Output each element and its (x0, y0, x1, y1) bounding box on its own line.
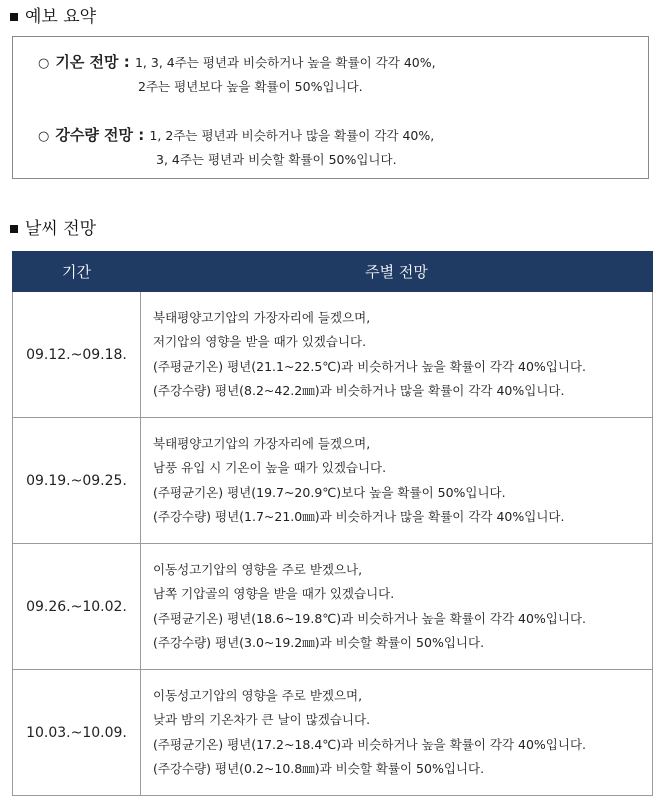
outlook-line: 이동성고기압의 영향을 주로 받겠으며, (153, 687, 363, 703)
period-cell: 09.26.~10.02. (13, 544, 141, 670)
forecast-summary-heading (10, 6, 96, 28)
temperature-outlook-label: 기온 전망 (55, 53, 119, 71)
precipitation-outlook-line2: 3, 4주는 평년과 비슷할 확률이 50%입니다. (156, 152, 397, 167)
outlook-cell (141, 292, 653, 418)
table-row (13, 670, 653, 796)
weekly-outlook-table (12, 251, 653, 796)
outlook-line: 낮과 밤의 기온차가 큰 날이 많겠습니다. (153, 712, 371, 727)
outlook-line: (주강수량) 평년(3.0~19.2㎜)과 비슷할 확률이 50%입니다. (153, 635, 485, 650)
outlook-line: 북태평양고기압의 가장자리에 들겠으며, (153, 309, 371, 325)
forecast-summary-title: 예보 요약 (25, 7, 97, 27)
outlook-line: (주평균기온) 평년(19.7~20.9℃)보다 높을 확률이 50%입니다. (153, 484, 506, 500)
table-row (13, 292, 653, 418)
weather-outlook-title: 날씨 전망 (25, 219, 97, 239)
outlook-line: 북태평양고기압의 가장자리에 들겠으며, (153, 435, 371, 451)
outlook-cell (141, 544, 653, 670)
precipitation-outlook (38, 124, 434, 145)
temperature-outlook (38, 51, 436, 72)
outlook-line: (주강수량) 평년(8.2~42.2㎜)과 비슷하거나 많을 확률이 각각 40%입니다. (153, 383, 565, 398)
outlook-line: (주평균기온) 평년(17.2~18.4℃)과 비슷하거나 높을 확률이 각각 40%입니다. (153, 736, 587, 752)
period-cell: 09.19.~09.25. (13, 418, 141, 544)
precipitation-outlook-line1: 1, 2주는 평년과 비슷하거나 많을 확률이 각각 40%, (149, 128, 435, 143)
table-header-row (13, 252, 653, 292)
outlook-line: 남쪽 기압골의 영향을 받을 때가 있겠습니다. (153, 586, 395, 601)
period-cell: 10.03.~10.09. (13, 670, 141, 796)
forecast-summary-box (12, 36, 649, 179)
period-column-header: 기간 (13, 252, 141, 292)
period-cell: 09.12.~09.18. (13, 292, 141, 418)
weekly-outlook-column-header: 주별 전망 (141, 252, 653, 292)
outlook-line: (주강수량) 평년(1.7~21.0㎜)과 비슷하거나 많을 확률이 각각 40%입니다. (153, 509, 565, 524)
temperature-separator: : (118, 53, 135, 71)
square-bullet-icon (10, 13, 18, 21)
precipitation-separator: : (133, 126, 150, 144)
precipitation-outlook-label: 강수량 전망 (55, 126, 134, 144)
outlook-line: (주평균기온) 평년(21.1~22.5℃)과 비슷하거나 높을 확률이 각각 40%입니다. (153, 358, 587, 374)
circle-bullet-icon: ○ (38, 129, 50, 144)
table-row (13, 418, 653, 544)
outlook-line: (주평균기온) 평년(18.6~19.8℃)과 비슷하거나 높을 확률이 각각 40%입니다. (153, 610, 587, 626)
outlook-line: 이동성고기압의 영향을 주로 받겠으나, (153, 561, 363, 577)
table-row (13, 544, 653, 670)
outlook-line: 남풍 유입 시 기온이 높을 때가 있겠습니다. (153, 460, 387, 475)
temperature-outlook-line2: 2주는 평년보다 높을 확률이 50%입니다. (138, 79, 363, 94)
weather-outlook-heading (10, 218, 96, 240)
temperature-outlook-line1: 1, 3, 4주는 평년과 비슷하거나 높을 확률이 각각 40%, (134, 55, 436, 70)
outlook-line: 저기압의 영향을 받을 때가 있겠습니다. (153, 334, 367, 349)
outlook-cell (141, 670, 653, 796)
circle-bullet-icon: ○ (38, 56, 50, 71)
outlook-cell (141, 418, 653, 544)
square-bullet-icon (10, 225, 18, 233)
outlook-line: (주강수량) 평년(0.2~10.8㎜)과 비슷할 확률이 50%입니다. (153, 761, 485, 776)
